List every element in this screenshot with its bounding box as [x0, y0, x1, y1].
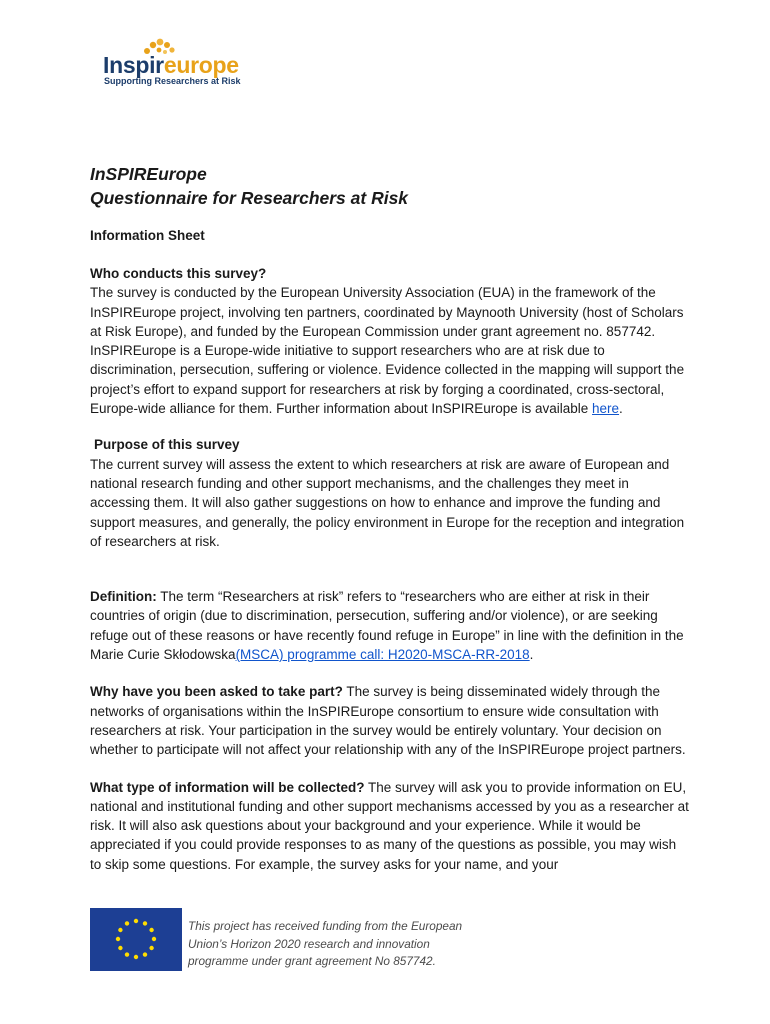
section-heading: Purpose of this survey [94, 437, 240, 453]
logo-wordmark [103, 52, 239, 79]
eu-flag-icon [90, 908, 182, 971]
title-line-1: InSPIREurope [90, 164, 207, 184]
logo-tagline: Supporting Researchers at Risk [104, 76, 241, 86]
funding-line-1: This project has received funding from the European [188, 919, 463, 933]
section-body: The term “Researchers at risk” refers to “researchers who are either at risk in their countries of origin (due to discrimination, persecution, suffering and/or violence), or are seeking refuge out of these reasons or have recently found refuge in Europe” in line with the definition in the Marie Curie Skłodowska [90, 589, 684, 663]
section-body: The survey is being disseminated widely through the networks of organisations within the InSPIREurope consortium to ensure wide consultation with researchers at risk. Your participation in the survey would be entirely voluntary. Your decision on whether to participate will not affect your relationship with any of the InSPIREurope project partners. [90, 684, 686, 758]
section-who-conducts: Who conducts this survey? The survey is conducted by the European University Association (EUA) in the framework of the InSPIREurope project, involving ten partners, coordinated by Maynooth University (host of Scholars at Risk Europe), and funded by the European Commission under grant agreement no. 857742. InSPIREurope is a Europe-wide initiative to support researchers who are at risk due to discrimination, persecution, suffering or violence. Evidence collected in the mapping will support the project’s effort to expand support for researchers at risk by forging a coordinated, cross-sectoral, Europe-wide alliance for them. Further information about InSPIREurope is available here. [90, 264, 690, 418]
funding-statement [188, 918, 462, 971]
funding-line-3: programme under grant agreement No 857742. [188, 954, 436, 968]
information-sheet-heading: Information Sheet [90, 228, 205, 243]
inspireurope-logo [103, 38, 263, 90]
section-purpose [90, 435, 690, 551]
document-title [90, 162, 690, 210]
document-body [90, 162, 690, 874]
section-body: The survey will ask you to provide information on EU, national and institutional funding and other support mechanisms accessed by you as a researcher at risk. It will also ask questions about your background and your experience. While it would be appreciated if you could provide responses to as many of the questions as possible, you may wish to skip some questions. For example, the survey asks for your name, and your [90, 779, 689, 872]
eu-stars [90, 908, 182, 971]
msca-programme-link[interactable]: (MSCA) programme call: H2020-MSCA-RR-2018 [235, 647, 530, 663]
section-definition: Definition: The term “Researchers at risk” refers to “researchers who are either at risk in their countries of origin (due to discrimination, persecution, suffering and/or violence), or are seeking refuge out of these reasons or have recently found refuge in Europe” in line with the definition in the Marie Curie Skłodowska(MSCA) programme call: H2020-MSCA-RR-2018. [90, 589, 684, 663]
section-body: The survey is conducted by the European University Association (EUA) in the framework of the InSPIREurope project, involving ten partners, coordinated by Maynooth University (host of Scholars at Risk Europe), and funded by the European Commission under grant agreement no. 857742. InSPIREurope is a Europe-wide initiative to support researchers who are at risk due to discrimination, persecution, suffering or violence. Evidence collected in the mapping will support the project’s effort to expand support for researchers at risk by forging a coordinated, cross-sectoral, Europe-wide alliance for them. Further information about InSPIREurope is available [90, 285, 685, 417]
title-line-2: Questionnaire for Researchers at Risk [90, 188, 409, 208]
here-link[interactable]: here [592, 401, 620, 417]
logo-word-part1: Inspir [103, 52, 164, 78]
section-heading: Definition: [90, 589, 157, 605]
section-heading: Who conducts this survey? [90, 266, 267, 281]
logo-word-part2: europe [163, 52, 239, 78]
section-why-asked [90, 682, 690, 759]
section-information-collected [90, 778, 690, 874]
section-heading: Why have you been asked to take part? [90, 684, 343, 700]
section-body: The current survey will assess the extent to which researchers at risk are aware of European and national research funding and other support mechanisms, and the challenges they meet in accessing them. It will also gather suggestions on how to enhance and improve the funding and support measures, and generally, the policy environment in Europe for the reception and integration of researchers at risk. [90, 456, 685, 549]
section-heading: What type of information will be collected? [90, 779, 365, 795]
funding-footer [90, 908, 463, 976]
funding-line-2: Union’s Horizon 2020 research and innovation [188, 936, 430, 951]
